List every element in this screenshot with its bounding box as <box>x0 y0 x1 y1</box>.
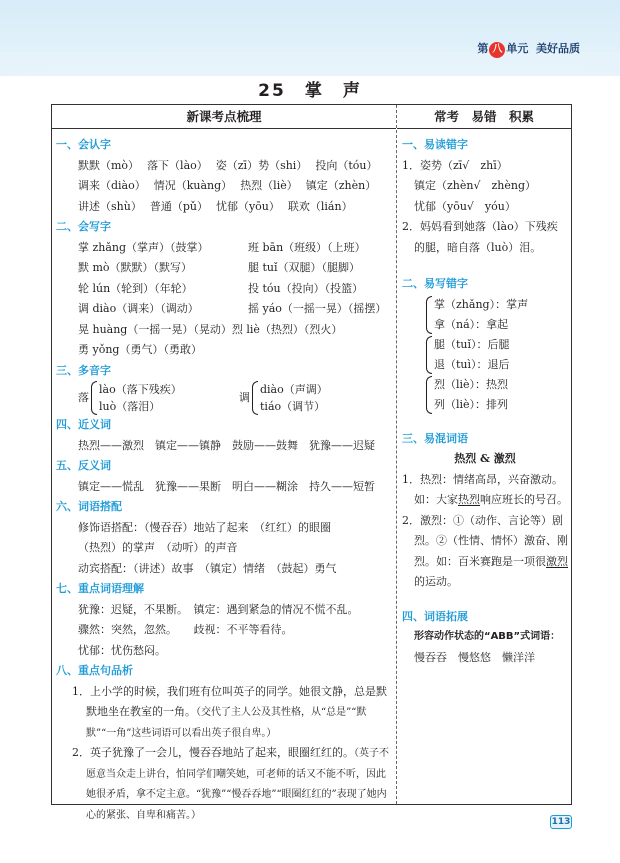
misread-item: 1．姿势（zī√ zhī） <box>402 158 508 172</box>
right-column <box>402 135 568 668</box>
lesson-title: 25 掌 声 <box>258 81 362 101</box>
write-row: 掌 zhǎng（掌声）（鼓掌） 班 bān（班级）（上班） <box>78 240 366 254</box>
column-divider <box>396 105 397 804</box>
misread-item: 2．妈妈看到她落（lào）下残疾的腿，暗自落（luò）泪。 <box>402 220 558 254</box>
unit-label: 第 八 单元 美好品质 <box>477 40 580 58</box>
sentence-analysis: 1．上小学的时候，我们班有位叫英子的同学。她很文静，总是默默地坐在教室的一角。（交代了主人公及其性格，从“总是”“默默”“一角”这些词语可以看出英子很自卑。） <box>72 684 387 739</box>
left-column <box>56 135 394 825</box>
expansion-words: 慢吞吞 慢悠悠 懒洋洋 <box>414 650 535 664</box>
left-column-header: 新课考点梳理 <box>52 105 396 129</box>
section-title: 一、会认字 <box>56 138 111 151</box>
expansion-lead: 形容动作状态的“ABB”式词语： <box>414 631 561 642</box>
confusable-definition: 1．热烈：情绪高昂，兴奋激动。如：大家热烈响应班长的号召。 <box>402 472 568 506</box>
misread-item: 镇定（zhèn√ zhèng） <box>414 179 536 192</box>
confusable-pair: 热烈 & 激烈 <box>454 452 516 465</box>
confusable-definition: 2．激烈：①（动作、言论等）剧烈。②（性情、情怀）激奋、刚烈。如：百米赛跑是一项很激烈的运动。 <box>402 513 568 588</box>
word-meaning: 忧郁：忧伤愁闷。 <box>78 643 166 657</box>
write-row: 勇 yǒng（勇气）（勇敢） <box>78 343 202 356</box>
collocation-line: 动宾搭配：（讲述）故事 （镇定）情绪 （鼓起）勇气 <box>78 561 337 575</box>
right-column-header: 常考 易错 积累 <box>397 105 571 129</box>
write-row: 晃 huàng（一摇一晃）（晃动）烈 liè（热烈）（烈火） <box>78 322 343 336</box>
char-row: 讲述（shù） 普通（pǔ） 忧郁（yōu） 联欢（lián） <box>78 199 353 213</box>
section-title: 五、反义词 <box>56 459 111 472</box>
misread-item: 忧郁（yōu√ yóu） <box>414 199 516 213</box>
section-title: 六、词语搭配 <box>56 500 122 513</box>
section-title: 二、易写错字 <box>402 277 468 290</box>
polyphone-group: 落 lào（落下残疾） luò（落泪） 调 diào（声调） tiáo（调节） <box>78 383 328 413</box>
unit-number-badge: 八 <box>489 42 505 58</box>
write-row: 轮 lún（轮到）（年轮） 投 tóu（投向）（投篮） <box>78 281 364 295</box>
word-meaning: 骤然：突然，忽然。 歧视：不平等看待。 <box>78 623 293 636</box>
word-meaning: 犹豫：迟疑，不果断。 镇定：遇到紧急的情况不慌不乱。 <box>78 602 359 616</box>
synonyms: 热烈——激烈 镇定——镇静 鼓励——鼓舞 犹豫——迟疑 <box>78 438 375 452</box>
section-title: 二、会写字 <box>56 220 111 233</box>
miswrite-group: 腿（tuǐ）：后腿 退（tuì）：退后 <box>424 335 568 375</box>
antonyms: 镇定——慌乱 犹豫——果断 明白——糊涂 持久——短暂 <box>78 479 375 493</box>
section-title: 七、重点词语理解 <box>56 582 144 595</box>
section-title: 三、多音字 <box>56 363 111 377</box>
section-title: 四、近义词 <box>56 418 111 431</box>
miswrite-group: 掌（zhǎng）：掌声 拿（ná）：拿起 <box>424 295 568 335</box>
page-number: 113 <box>551 817 571 827</box>
collocation-line: （热烈）的掌声 （动听）的声音 <box>78 541 238 554</box>
section-title: 四、词语拓展 <box>402 609 468 623</box>
section-title: 三、易混词语 <box>402 431 468 445</box>
char-row: 调来（diào） 情况（kuàng） 热烈（liè） 镇定（zhèn） <box>78 179 377 192</box>
write-row: 默 mò（默默）（默写） 腿 tuǐ（双腿）（腿脚） <box>78 261 361 274</box>
content-frame <box>51 104 572 821</box>
section-title: 一、易读错字 <box>402 138 468 151</box>
section-title: 八、重点句品析 <box>56 664 133 677</box>
collocation-line: 修饰语搭配：（慢吞吞）地站了起来 （红红）的眼圈 <box>78 520 331 534</box>
sentence-analysis: 2．英子犹豫了一会儿，慢吞吞地站了起来，眼圈红红的。（英子不愿意当众走上讲台，怕同学们嘲笑她，可老师的话又不能不听，因此她很矛盾，拿不定主意。“犹豫”“慢吞吞地”“眼圈红红的”表现了她内心的紧张、自卑和痛苦。） <box>72 746 389 821</box>
char-row: 默默（mò） 落下（lào） 姿（zī）势（shi） 投向（tóu） <box>78 158 378 172</box>
write-row: 调 diào（调来）（调动） 摇 yáo（一摇一晃）（摇摆） <box>78 302 387 315</box>
miswrite-group: 烈（liè）：热烈 列（liè）：排列 <box>424 375 568 415</box>
